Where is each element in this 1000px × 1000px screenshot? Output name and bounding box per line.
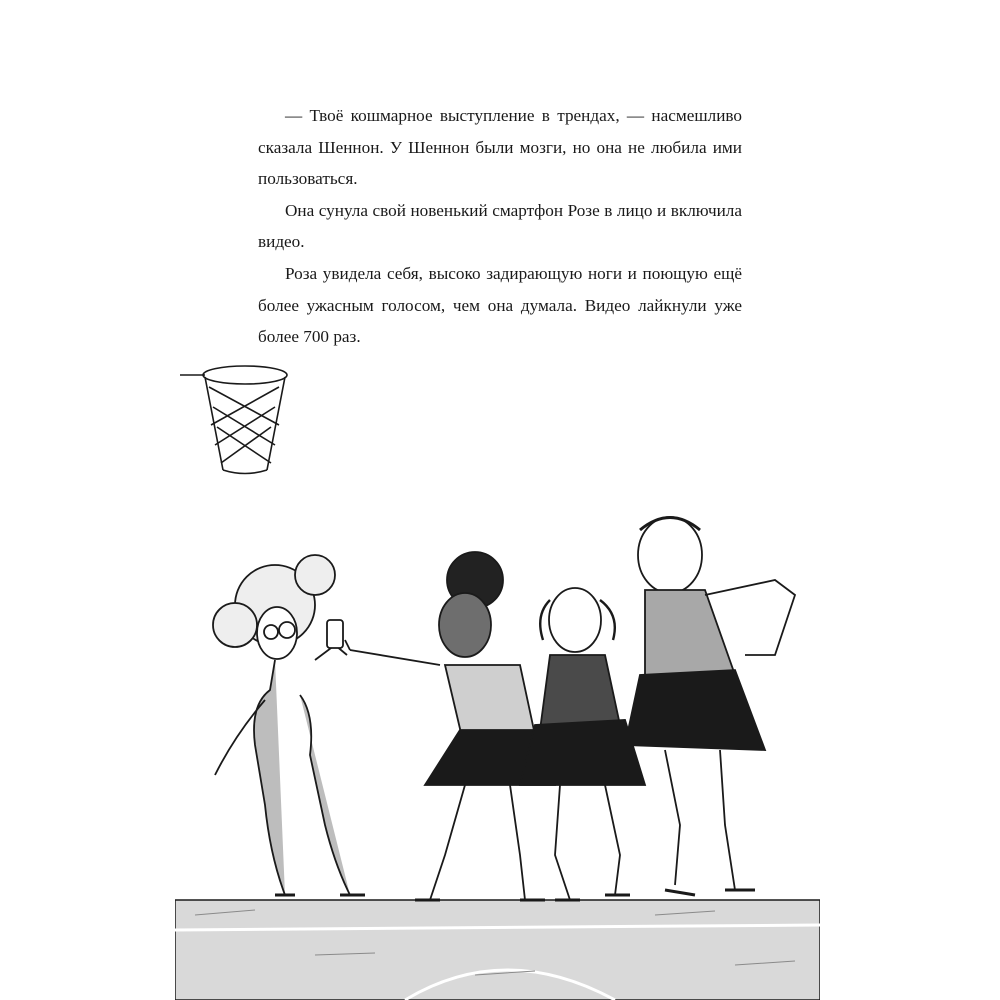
tall-boy-figure [625, 517, 795, 895]
rose-figure [213, 555, 365, 895]
court-floor [175, 900, 820, 1000]
paragraph-3: Роза увидела себя, высоко задирающую ноги и поющую ещё более ужасным голосом, чем она думала. Видео лайкнули уже более 700 раз. [258, 263, 742, 347]
story-text [258, 100, 742, 353]
schoolyard-illustration [175, 355, 820, 1000]
paragraph-2: Она сунула свой новенький смартфон Розе в лицо и включила видео. [258, 200, 742, 252]
shannon-figure [345, 552, 555, 900]
paragraph-1: — Твоё кошмарное выступление в трендах, — насмешливо сказала Шеннон. У Шеннон были мозги, но она не любила ими пользоваться. [258, 106, 742, 189]
basketball-hoop [180, 366, 287, 474]
